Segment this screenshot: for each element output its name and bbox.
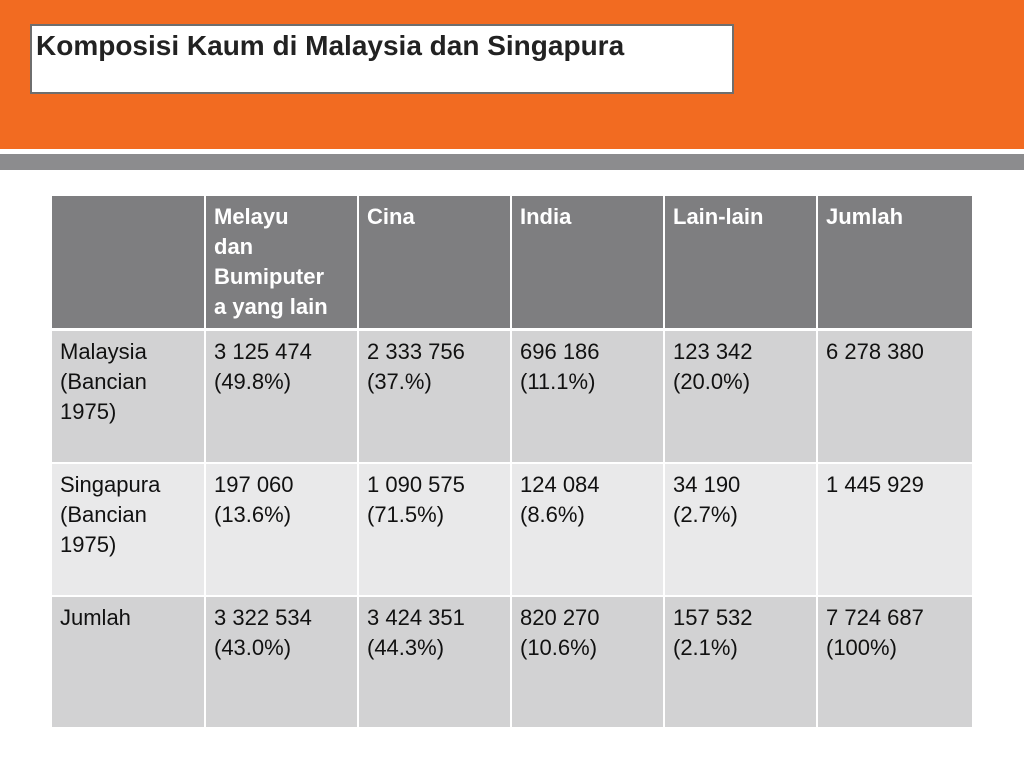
table-cell: 1 445 929	[817, 463, 972, 596]
table-cell: 197 060 (13.6%)	[205, 463, 358, 596]
table-cell: 34 190 (2.7%)	[664, 463, 817, 596]
header-cell-india: India	[511, 196, 664, 330]
table-cell: 3 322 534 (43.0%)	[205, 596, 358, 727]
table-cell: 7 724 687 (100%)	[817, 596, 972, 727]
table-cell: 3 125 474 (49.8%)	[205, 330, 358, 463]
table-cell: 1 090 575 (71.5%)	[358, 463, 511, 596]
table-cell: 6 278 380	[817, 330, 972, 463]
table-row	[52, 463, 972, 596]
table-cell: 157 532 (2.1%)	[664, 596, 817, 727]
table-row	[52, 596, 972, 727]
header-cell-lain-lain: Lain-lain	[664, 196, 817, 330]
table-header-row	[52, 196, 972, 330]
slide-title: Komposisi Kaum di Malaysia dan Singapura	[30, 24, 734, 94]
header-cell-jumlah: Jumlah	[817, 196, 972, 330]
header-cell-empty	[52, 196, 205, 330]
row-label: Jumlah	[52, 596, 205, 727]
table-row	[52, 330, 972, 463]
table-cell: 820 270 (10.6%)	[511, 596, 664, 727]
table-cell: 696 186 (11.1%)	[511, 330, 664, 463]
row-label: Malaysia (Bancian 1975)	[52, 330, 205, 463]
header-gray-band	[0, 154, 1024, 170]
population-table	[52, 196, 972, 727]
table-cell: 124 084 (8.6%)	[511, 463, 664, 596]
header-cell-melayu: Melayu dan Bumiputer a yang lain	[205, 196, 358, 330]
header-cell-cina: Cina	[358, 196, 511, 330]
row-label: Singapura (Bancian 1975)	[52, 463, 205, 596]
table-cell: 3 424 351 (44.3%)	[358, 596, 511, 727]
table-cell: 2 333 756 (37.%)	[358, 330, 511, 463]
table-cell: 123 342 (20.0%)	[664, 330, 817, 463]
